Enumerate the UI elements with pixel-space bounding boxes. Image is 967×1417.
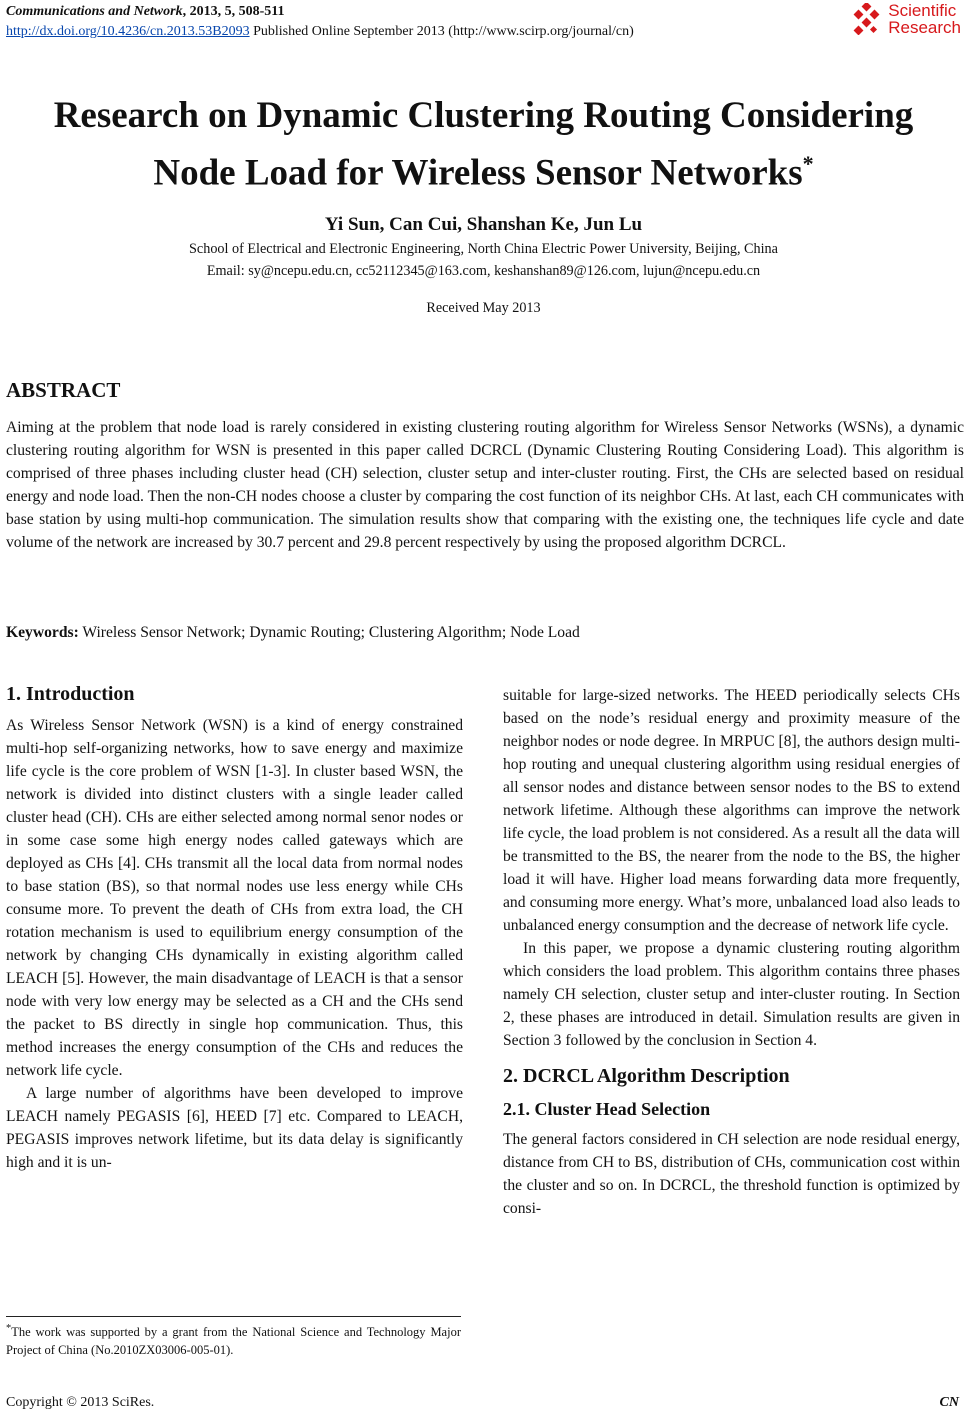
footnote-text: The work was supported by a grant from the National Science and Technology Major Project of China (No.2010ZX03006-005-01).	[6, 1325, 461, 1358]
ch-selection-paragraph: The general factors considered in CH selection are node residual energy, distance from CH to BS, distribution of CHs, communication cost within the cluster and so on. In DCRCL, the threshold function is optimized by consi-	[503, 1131, 960, 1217]
keywords-text: Wireless Sensor Network; Dynamic Routing; Clustering Algorithm; Node Load	[78, 624, 580, 641]
author-emails: Email: sy@ncepu.edu.cn, cc52112345@163.com, keshanshan89@126.com, lujun@ncepu.edu.cn	[206, 263, 761, 279]
publisher-name	[888, 2, 961, 36]
keywords-label: Keywords:	[6, 624, 79, 641]
publisher-name-line1: Scientific	[888, 1, 957, 20]
title-footnote-mark: *	[802, 151, 814, 176]
title-line-1: Research on Dynamic Clustering Routing Considering	[53, 95, 914, 136]
journal-abbreviation: CN	[939, 1395, 959, 1410]
abstract-heading: ABSTRACT	[6, 378, 121, 402]
right-column	[503, 684, 960, 1220]
citation-info: , 2013, 5, 508-511	[182, 4, 285, 19]
doi-line	[6, 22, 634, 42]
intro-paragraph-4: In this paper, we propose a dynamic clustering routing algorithm which considers the load problem. This algorithm contains three phases namely CH selection, cluster setup and inter-cluster routing. In Section 2, these phases are introduced in detail. Simulation results are given in Section 3 followed by the conclusion in Section 4.	[503, 940, 960, 1049]
journal-citation	[6, 2, 634, 22]
published-info: Published Online September 2013 (http://www.scirp.org/journal/cn)	[249, 24, 634, 39]
title-line-2	[0, 140, 967, 197]
intro-paragraph-3: suitable for large-sized networks. The HEED periodically selects CHs based on the node’s residual energy and proximity measure of the neighbor nodes or node degree. In MRPUC [8], the authors design multi-hop routing and unequal clustering algorithm using residual energies of all sensor nodes and distance between sensor nodes to the BS to extend network lifetime. Although these algorithms can improve the network life cycle, the load problem is not considered. As a result all the data will be transmitted to the BS, the nearer from the node to the BS, the higher load it will have. Higher load means forwarding data more frequently, and consuming more energy. What’s more, unbalanced load also leads to unbalanced energy consumption and the decrease of network life cycle.	[503, 687, 960, 934]
publisher-name-line2: Research	[888, 18, 961, 37]
author-list: Yi Sun, Can Cui, Shanshan Ke, Jun Lu	[324, 214, 643, 235]
affiliation-block	[0, 238, 967, 282]
page-header	[6, 2, 634, 42]
keywords	[6, 624, 580, 642]
title-line-2-text: Node Load for Wireless Sensor Networks	[153, 152, 803, 194]
footnote-mark: *	[6, 1323, 12, 1334]
journal-name: Communications and Network	[6, 4, 183, 19]
scientific-research-logo-icon	[852, 3, 882, 35]
doi-link[interactable]: http://dx.doi.org/10.4236/cn.2013.53B2093	[6, 24, 250, 39]
intro-paragraph-2: A large number of algorithms have been developed to improve LEACH namely PEGASIS [6], HEED [7] etc. Compared to LEACH, PEGASIS improves network lifetime, but its data delay is significantly high and it is un-	[6, 1085, 463, 1171]
left-column	[6, 680, 463, 1174]
footnote-divider	[6, 1316, 461, 1317]
section-heading-dcrcl: 2. DCRCL Algorithm Description	[503, 1065, 790, 1087]
intro-paragraph-1: As Wireless Sensor Network (WSN) is a kind of energy constrained multi-hop self-organizing networks, how to save energy and maximize life cycle is the core problem of WSN [1-3]. In cluster based WSN, the network is divided into distinct clusters with a single leader called cluster head (CH). CHs are either selected among normal senor nodes or in some case some high energy nodes called gateways which are deployed as CHs [4]. CHs transmit all the local data from normal nodes to base station (BS), so that normal nodes use less energy while CHs consume more. To prevent the death of CHs from extra load, the CH rotation mechanism is used to equilibrium energy consumption of the network by changing CHs dynamically in existing algorithm called LEACH [5]. However, the main disadvantage of LEACH is that a sensor node with very low energy may be selected as a CH and the CHs send the packet to BS directly in single hop communication. Thus, this method increases the energy consumption of the CHs and reduces the network life cycle.	[6, 717, 463, 1079]
subsection-heading-ch-selection: 2.1. Cluster Head Selection	[503, 1099, 711, 1119]
publisher-logo	[852, 2, 961, 36]
footnote	[6, 1320, 461, 1359]
copyright-notice: Copyright © 2013 SciRes.	[6, 1395, 155, 1410]
paper-title	[0, 92, 967, 197]
abstract-text: Aiming at the problem that node load is rarely considered in existing clustering routing algorithm for Wireless Sensor Networks (WSNs), a dynamic clustering routing algorithm for WSN is presented in this paper called DCRCL (Dynamic Clustering Routing Considering Load). This algorithm is comprised of three phases including cluster head (CH) selection, cluster setup and inter-cluster routing. First, the CHs are selected based on residual energy and node load. Then the non-CH nodes choose a cluster by comparing the cost function of its neighbor CHs. At last, each CH communicates with base station by using multi-hop communication. The simulation results show that comparing with the existing one, the techniques life cycle and date volume of the network are increased by 30.7 percent and 29.8 percent respectively by using the proposed algorithm DCRCL.	[6, 419, 964, 551]
received-date: Received May 2013	[426, 300, 541, 316]
affiliation: School of Electrical and Electronic Engineering, North China Electric Power University, Beijing, China	[189, 241, 778, 257]
section-heading-introduction: 1. Introduction	[6, 683, 135, 705]
